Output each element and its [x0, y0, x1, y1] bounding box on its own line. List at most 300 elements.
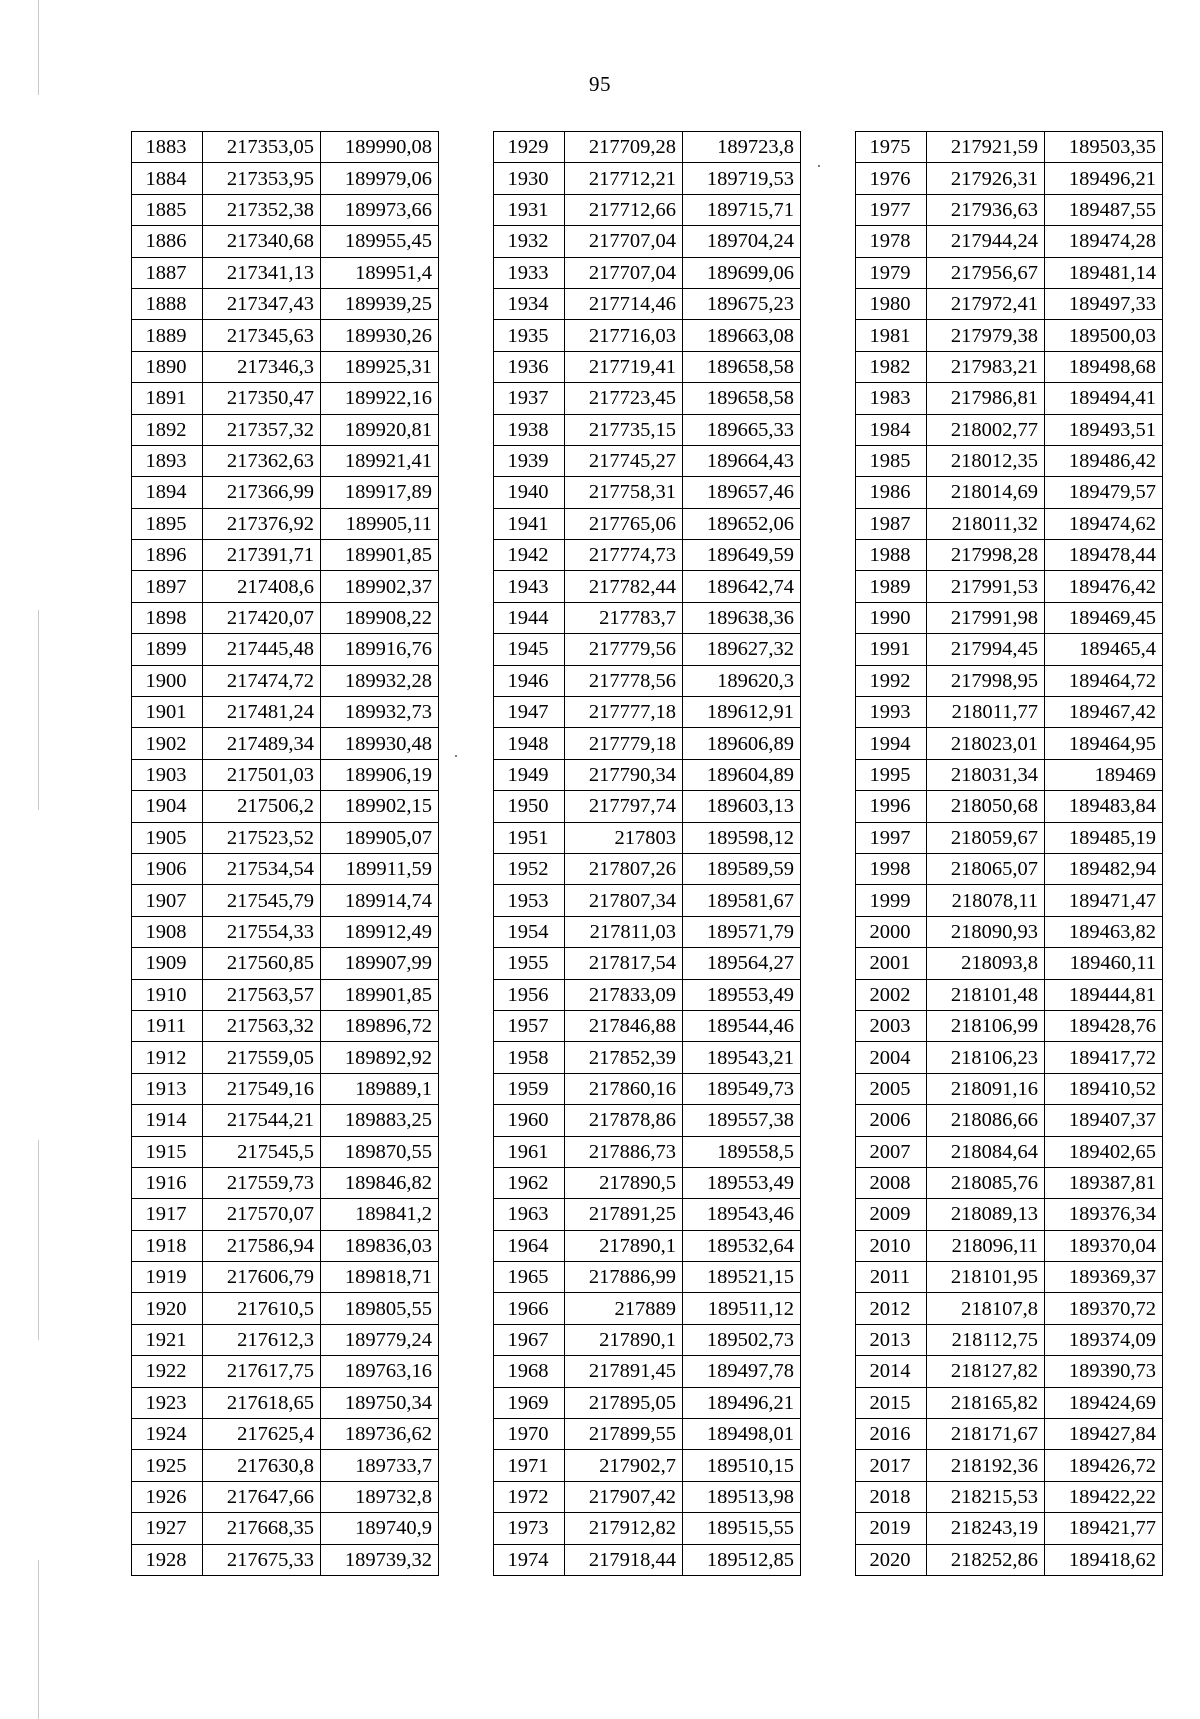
x-coordinate-cell: 218107,8 [927, 1293, 1045, 1324]
x-coordinate-cell: 218089,13 [927, 1199, 1045, 1230]
y-coordinate-cell: 189513,98 [683, 1481, 801, 1512]
table-row [856, 697, 1163, 728]
x-coordinate-cell: 217523,52 [203, 822, 321, 853]
x-coordinate-cell: 217889 [565, 1293, 683, 1324]
y-coordinate-cell: 189914,74 [321, 885, 439, 916]
x-coordinate-cell: 217586,94 [203, 1230, 321, 1261]
x-coordinate-cell: 217790,34 [565, 759, 683, 790]
y-coordinate-cell: 189916,76 [321, 634, 439, 665]
y-coordinate-cell: 189699,06 [683, 257, 801, 288]
point-number-cell: 1970 [494, 1419, 565, 1450]
x-coordinate-cell: 217346,3 [203, 351, 321, 382]
point-number-cell: 1955 [494, 948, 565, 979]
y-coordinate-cell: 189553,49 [683, 979, 801, 1010]
table-row [856, 477, 1163, 508]
x-coordinate-cell: 217501,03 [203, 759, 321, 790]
table-row [132, 1105, 439, 1136]
table-row [856, 132, 1163, 163]
table-row [132, 634, 439, 665]
table-row [132, 979, 439, 1010]
table-row [132, 414, 439, 445]
x-coordinate-cell: 217353,05 [203, 132, 321, 163]
x-coordinate-cell: 217921,59 [927, 132, 1045, 163]
table-row [494, 320, 801, 351]
point-number-cell: 2008 [856, 1167, 927, 1198]
table-row [494, 351, 801, 382]
point-number-cell: 1893 [132, 445, 203, 476]
point-number-cell: 1981 [856, 320, 927, 351]
y-coordinate-cell: 189732,8 [321, 1481, 439, 1512]
table-row [856, 1199, 1163, 1230]
x-coordinate-cell: 217376,92 [203, 508, 321, 539]
x-coordinate-cell: 217647,66 [203, 1481, 321, 1512]
point-number-cell: 1939 [494, 445, 565, 476]
point-number-cell: 2016 [856, 1419, 927, 1450]
table-row [132, 163, 439, 194]
point-number-cell: 1934 [494, 288, 565, 319]
table-row [132, 1387, 439, 1418]
table-row [856, 1230, 1163, 1261]
y-coordinate-cell: 189932,28 [321, 665, 439, 696]
table-row [856, 508, 1163, 539]
x-coordinate-cell: 217779,56 [565, 634, 683, 665]
x-coordinate-cell: 217675,33 [203, 1544, 321, 1575]
x-coordinate-cell: 217347,43 [203, 288, 321, 319]
y-coordinate-cell: 189497,33 [1045, 288, 1163, 319]
scan-margin-line [38, 0, 39, 95]
point-number-cell: 1993 [856, 697, 927, 728]
x-coordinate-cell: 217420,07 [203, 602, 321, 633]
y-coordinate-cell: 189779,24 [321, 1324, 439, 1355]
y-coordinate-cell: 189973,66 [321, 194, 439, 225]
y-coordinate-cell: 189883,25 [321, 1105, 439, 1136]
y-coordinate-cell: 189498,68 [1045, 351, 1163, 382]
y-coordinate-cell: 189658,58 [683, 351, 801, 382]
point-number-cell: 1984 [856, 414, 927, 445]
x-coordinate-cell: 217777,18 [565, 697, 683, 728]
y-coordinate-cell: 189410,52 [1045, 1073, 1163, 1104]
y-coordinate-cell: 189912,49 [321, 916, 439, 947]
x-coordinate-cell: 217352,38 [203, 194, 321, 225]
point-number-cell: 1940 [494, 477, 565, 508]
point-number-cell: 1909 [132, 948, 203, 979]
table-row [494, 477, 801, 508]
y-coordinate-cell: 189922,16 [321, 383, 439, 414]
point-number-cell: 1936 [494, 351, 565, 382]
point-number-cell: 2019 [856, 1513, 927, 1544]
x-coordinate-cell: 217534,54 [203, 853, 321, 884]
point-number-cell: 1910 [132, 979, 203, 1010]
point-number-cell: 1978 [856, 226, 927, 257]
table-row [856, 948, 1163, 979]
table-row [132, 1419, 439, 1450]
table-row [856, 1042, 1163, 1073]
point-number-cell: 1915 [132, 1136, 203, 1167]
y-coordinate-cell: 189638,36 [683, 602, 801, 633]
x-coordinate-cell: 217554,33 [203, 916, 321, 947]
point-number-cell: 2010 [856, 1230, 927, 1261]
x-coordinate-cell: 217846,88 [565, 1010, 683, 1041]
table-row [494, 853, 801, 884]
y-coordinate-cell: 189421,77 [1045, 1513, 1163, 1544]
x-coordinate-cell: 217895,05 [565, 1387, 683, 1418]
y-coordinate-cell: 189469,45 [1045, 602, 1163, 633]
y-coordinate-cell: 189620,3 [683, 665, 801, 696]
y-coordinate-cell: 189370,72 [1045, 1293, 1163, 1324]
x-coordinate-cell: 217956,67 [927, 257, 1045, 288]
table-body [494, 132, 801, 1576]
table-row [132, 1010, 439, 1041]
point-number-cell: 1923 [132, 1387, 203, 1418]
table-row [856, 257, 1163, 288]
x-coordinate-cell: 217506,2 [203, 791, 321, 822]
x-coordinate-cell: 217350,47 [203, 383, 321, 414]
x-coordinate-cell: 217549,16 [203, 1073, 321, 1104]
table-row [856, 1136, 1163, 1167]
y-coordinate-cell: 189467,42 [1045, 697, 1163, 728]
y-coordinate-cell: 189486,42 [1045, 445, 1163, 476]
x-coordinate-cell: 217890,1 [565, 1324, 683, 1355]
table-row [494, 602, 801, 633]
y-coordinate-cell: 189481,14 [1045, 257, 1163, 288]
point-number-cell: 1942 [494, 540, 565, 571]
point-number-cell: 1925 [132, 1450, 203, 1481]
point-number-cell: 2005 [856, 1073, 927, 1104]
x-coordinate-cell: 217779,18 [565, 728, 683, 759]
x-coordinate-cell: 217719,41 [565, 351, 683, 382]
point-number-cell: 1963 [494, 1199, 565, 1230]
y-coordinate-cell: 189663,08 [683, 320, 801, 351]
x-coordinate-cell: 217803 [565, 822, 683, 853]
x-coordinate-cell: 217353,95 [203, 163, 321, 194]
table-row [494, 1481, 801, 1512]
y-coordinate-cell: 189497,78 [683, 1356, 801, 1387]
table-row [132, 226, 439, 257]
x-coordinate-cell: 218011,32 [927, 508, 1045, 539]
x-coordinate-cell: 217991,98 [927, 602, 1045, 633]
y-coordinate-cell: 189544,46 [683, 1010, 801, 1041]
point-number-cell: 1931 [494, 194, 565, 225]
point-number-cell: 1904 [132, 791, 203, 822]
table-row [494, 1544, 801, 1575]
table-row [132, 445, 439, 476]
y-coordinate-cell: 189908,22 [321, 602, 439, 633]
table-row [856, 1481, 1163, 1512]
x-coordinate-cell: 218090,93 [927, 916, 1045, 947]
y-coordinate-cell: 189901,85 [321, 540, 439, 571]
table-row [132, 665, 439, 696]
point-number-cell: 1997 [856, 822, 927, 853]
table-row [132, 822, 439, 853]
y-coordinate-cell: 189485,19 [1045, 822, 1163, 853]
table-row [494, 1324, 801, 1355]
y-coordinate-cell: 189374,09 [1045, 1324, 1163, 1355]
point-number-cell: 1988 [856, 540, 927, 571]
y-coordinate-cell: 189369,37 [1045, 1262, 1163, 1293]
table-row [132, 477, 439, 508]
point-number-cell: 1927 [132, 1513, 203, 1544]
x-coordinate-cell: 217807,34 [565, 885, 683, 916]
x-coordinate-cell: 217765,06 [565, 508, 683, 539]
table-row [494, 1450, 801, 1481]
x-coordinate-cell: 217340,68 [203, 226, 321, 257]
y-coordinate-cell: 189494,41 [1045, 383, 1163, 414]
x-coordinate-cell: 217345,63 [203, 320, 321, 351]
y-coordinate-cell: 189951,4 [321, 257, 439, 288]
point-number-cell: 1947 [494, 697, 565, 728]
table-row [132, 1167, 439, 1198]
point-number-cell: 2001 [856, 948, 927, 979]
point-number-cell: 1907 [132, 885, 203, 916]
point-number-cell: 1892 [132, 414, 203, 445]
point-number-cell: 2017 [856, 1450, 927, 1481]
y-coordinate-cell: 189723,8 [683, 132, 801, 163]
point-number-cell: 1960 [494, 1105, 565, 1136]
table-row [132, 257, 439, 288]
point-number-cell: 1883 [132, 132, 203, 163]
y-coordinate-cell: 189763,16 [321, 1356, 439, 1387]
x-coordinate-cell: 217891,45 [565, 1356, 683, 1387]
table-row [132, 728, 439, 759]
y-coordinate-cell: 189704,24 [683, 226, 801, 257]
x-coordinate-cell: 217709,28 [565, 132, 683, 163]
point-number-cell: 1994 [856, 728, 927, 759]
point-number-cell: 1906 [132, 853, 203, 884]
y-coordinate-cell: 189376,34 [1045, 1199, 1163, 1230]
y-coordinate-cell: 189627,32 [683, 634, 801, 665]
y-coordinate-cell: 189889,1 [321, 1073, 439, 1104]
point-number-cell: 1977 [856, 194, 927, 225]
table-row [132, 1481, 439, 1512]
point-number-cell: 1922 [132, 1356, 203, 1387]
point-number-cell: 1971 [494, 1450, 565, 1481]
y-coordinate-cell: 189606,89 [683, 728, 801, 759]
x-coordinate-cell: 217890,1 [565, 1230, 683, 1261]
table-row [494, 979, 801, 1010]
table-row [132, 948, 439, 979]
x-coordinate-cell: 217811,03 [565, 916, 683, 947]
point-number-cell: 1889 [132, 320, 203, 351]
x-coordinate-cell: 217716,03 [565, 320, 683, 351]
table-row [132, 1356, 439, 1387]
x-coordinate-cell: 218112,75 [927, 1324, 1045, 1355]
table-row [132, 288, 439, 319]
point-number-cell: 1935 [494, 320, 565, 351]
table-row [494, 885, 801, 916]
x-coordinate-cell: 217778,56 [565, 665, 683, 696]
table-row [132, 320, 439, 351]
table-row [132, 1262, 439, 1293]
table-row [494, 665, 801, 696]
x-coordinate-cell: 217807,26 [565, 853, 683, 884]
x-coordinate-cell: 217563,32 [203, 1010, 321, 1041]
table-row [132, 853, 439, 884]
point-number-cell: 2004 [856, 1042, 927, 1073]
point-number-cell: 1969 [494, 1387, 565, 1418]
table-row [494, 1293, 801, 1324]
y-coordinate-cell: 189658,58 [683, 383, 801, 414]
point-number-cell: 1930 [494, 163, 565, 194]
y-coordinate-cell: 189474,28 [1045, 226, 1163, 257]
point-number-cell: 1965 [494, 1262, 565, 1293]
x-coordinate-cell: 217918,44 [565, 1544, 683, 1575]
point-number-cell: 1961 [494, 1136, 565, 1167]
x-coordinate-cell: 217936,63 [927, 194, 1045, 225]
table-row [494, 1230, 801, 1261]
table-row [494, 163, 801, 194]
y-coordinate-cell: 189424,69 [1045, 1387, 1163, 1418]
y-coordinate-cell: 189896,72 [321, 1010, 439, 1041]
x-coordinate-cell: 217612,3 [203, 1324, 321, 1355]
y-coordinate-cell: 189515,55 [683, 1513, 801, 1544]
point-number-cell: 1943 [494, 571, 565, 602]
table-row [132, 540, 439, 571]
x-coordinate-cell: 217545,5 [203, 1136, 321, 1167]
table-row [856, 1356, 1163, 1387]
x-coordinate-cell: 217745,27 [565, 445, 683, 476]
point-number-cell: 1938 [494, 414, 565, 445]
table-row [132, 383, 439, 414]
y-coordinate-cell: 189558,5 [683, 1136, 801, 1167]
y-coordinate-cell: 189715,71 [683, 194, 801, 225]
y-coordinate-cell: 189939,25 [321, 288, 439, 319]
y-coordinate-cell: 189564,27 [683, 948, 801, 979]
point-number-cell: 1959 [494, 1073, 565, 1104]
x-coordinate-cell: 217774,73 [565, 540, 683, 571]
y-coordinate-cell: 189932,73 [321, 697, 439, 728]
table-row [856, 634, 1163, 665]
y-coordinate-cell: 189512,85 [683, 1544, 801, 1575]
y-coordinate-cell: 189465,4 [1045, 634, 1163, 665]
x-coordinate-cell: 218106,99 [927, 1010, 1045, 1041]
table-row [494, 1199, 801, 1230]
table-row [494, 1419, 801, 1450]
y-coordinate-cell: 189902,15 [321, 791, 439, 822]
x-coordinate-cell: 218093,8 [927, 948, 1045, 979]
table-row [132, 1136, 439, 1167]
x-coordinate-cell: 217563,57 [203, 979, 321, 1010]
x-coordinate-cell: 217912,82 [565, 1513, 683, 1544]
table-row [132, 1293, 439, 1324]
point-number-cell: 1903 [132, 759, 203, 790]
point-number-cell: 1979 [856, 257, 927, 288]
x-coordinate-cell: 217544,21 [203, 1105, 321, 1136]
table-row [856, 979, 1163, 1010]
table-row [494, 822, 801, 853]
y-coordinate-cell: 189603,13 [683, 791, 801, 822]
table-row [856, 1419, 1163, 1450]
point-number-cell: 1920 [132, 1293, 203, 1324]
table-row [856, 1513, 1163, 1544]
table-row [494, 257, 801, 288]
y-coordinate-cell: 189483,84 [1045, 791, 1163, 822]
y-coordinate-cell: 189464,72 [1045, 665, 1163, 696]
point-number-cell: 1964 [494, 1230, 565, 1261]
y-coordinate-cell: 189463,82 [1045, 916, 1163, 947]
table-row [494, 1010, 801, 1041]
y-coordinate-cell: 189510,15 [683, 1450, 801, 1481]
table-row [132, 1544, 439, 1575]
y-coordinate-cell: 189532,64 [683, 1230, 801, 1261]
y-coordinate-cell: 189370,04 [1045, 1230, 1163, 1261]
point-number-cell: 1912 [132, 1042, 203, 1073]
x-coordinate-cell: 217560,85 [203, 948, 321, 979]
point-number-cell: 1890 [132, 351, 203, 382]
point-number-cell: 1891 [132, 383, 203, 414]
table-row [132, 1450, 439, 1481]
y-coordinate-cell: 189733,7 [321, 1450, 439, 1481]
x-coordinate-cell: 217735,15 [565, 414, 683, 445]
table-row [494, 571, 801, 602]
y-coordinate-cell: 189664,43 [683, 445, 801, 476]
x-coordinate-cell: 217617,75 [203, 1356, 321, 1387]
table-row [132, 1513, 439, 1544]
point-number-cell: 1999 [856, 885, 927, 916]
y-coordinate-cell: 189805,55 [321, 1293, 439, 1324]
table-row [132, 132, 439, 163]
point-number-cell: 1989 [856, 571, 927, 602]
y-coordinate-cell: 189487,55 [1045, 194, 1163, 225]
point-number-cell: 1991 [856, 634, 927, 665]
point-number-cell: 1968 [494, 1356, 565, 1387]
x-coordinate-cell: 217891,25 [565, 1199, 683, 1230]
point-number-cell: 1929 [494, 132, 565, 163]
x-coordinate-cell: 217983,21 [927, 351, 1045, 382]
y-coordinate-cell: 189598,12 [683, 822, 801, 853]
point-number-cell: 1926 [132, 1481, 203, 1512]
table-row [132, 508, 439, 539]
table-row [856, 791, 1163, 822]
table-row [494, 383, 801, 414]
point-number-cell: 1953 [494, 885, 565, 916]
y-coordinate-cell: 189521,15 [683, 1262, 801, 1293]
point-number-cell: 1998 [856, 853, 927, 884]
point-number-cell: 1928 [132, 1544, 203, 1575]
table-row [494, 1167, 801, 1198]
point-number-cell: 1972 [494, 1481, 565, 1512]
y-coordinate-cell: 189906,19 [321, 759, 439, 790]
x-coordinate-cell: 217570,07 [203, 1199, 321, 1230]
coordinate-table-2 [493, 131, 801, 1576]
point-number-cell: 1894 [132, 477, 203, 508]
point-number-cell: 1967 [494, 1324, 565, 1355]
y-coordinate-cell: 189464,95 [1045, 728, 1163, 759]
table-row [132, 885, 439, 916]
table-row [132, 791, 439, 822]
table-body [132, 132, 439, 1576]
table-row [856, 1105, 1163, 1136]
point-number-cell: 2012 [856, 1293, 927, 1324]
x-coordinate-cell: 218059,67 [927, 822, 1045, 853]
table-row [856, 320, 1163, 351]
table-row [132, 351, 439, 382]
table-row [494, 445, 801, 476]
x-coordinate-cell: 217979,38 [927, 320, 1045, 351]
x-coordinate-cell: 217833,09 [565, 979, 683, 1010]
x-coordinate-cell: 217341,13 [203, 257, 321, 288]
point-number-cell: 1896 [132, 540, 203, 571]
x-coordinate-cell: 218014,69 [927, 477, 1045, 508]
x-coordinate-cell: 217712,21 [565, 163, 683, 194]
table-row [856, 226, 1163, 257]
x-coordinate-cell: 217668,35 [203, 1513, 321, 1544]
y-coordinate-cell: 189612,91 [683, 697, 801, 728]
point-number-cell: 2020 [856, 1544, 927, 1575]
point-number-cell: 1900 [132, 665, 203, 696]
x-coordinate-cell: 217886,99 [565, 1262, 683, 1293]
y-coordinate-cell: 189502,73 [683, 1324, 801, 1355]
x-coordinate-cell: 217714,46 [565, 288, 683, 319]
